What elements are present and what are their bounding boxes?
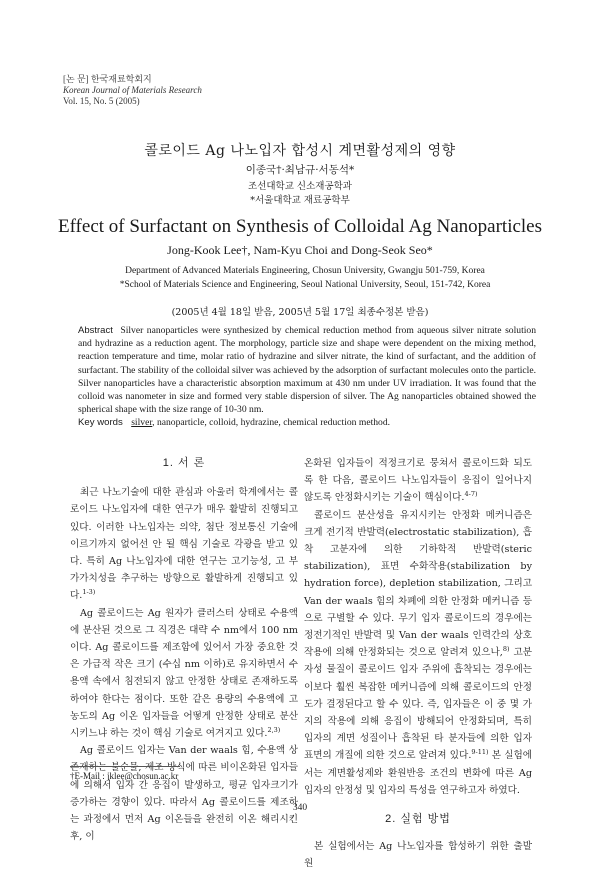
affiliation-en-1: Department of Advanced Materials Engineering, Chosun University, Gwangju 501-759, Korea [125, 266, 485, 276]
section-heading-introduction: 1. 서 론 [162, 457, 206, 469]
paragraph: Ag 콜로이드는 Ag 원자가 클러스터 상태로 수용액에 분산된 것으로 그 직경은 대략 수 nm에서 100 nm이다. Ag 콜로이드를 제조함에 있어서 가장 중요한 것은 가급적 작은 크기 (수십 nm 이하)로 유지하면서 수용액 속에서 침전되지 않고 안정한 상태로 존재하도록 하여야 한다는 점이다. 또한 같은 용량의 수용액에 고농도의 Ag 이온 입자들을 어떻게 안정한 상태로 분산시키느냐 하는 것이 핵심 기술로 여겨지고 있다.$^{2,3)}$ [70, 607, 298, 740]
journal-volume: Vol. 15, No. 5 (2005) [63, 96, 140, 106]
affiliations-english [70, 264, 540, 292]
keywords-label: Key words [78, 417, 123, 428]
footnote-divider [70, 766, 180, 767]
paragraph: 본 실험에서는 Ag 나노입자를 합성하기 위한 출발 원 [304, 841, 532, 870]
reference-superscript: 9-11) [471, 748, 489, 757]
abstract [78, 324, 536, 416]
affiliation-ko-2: *서울대학교 재료공학부 [250, 195, 350, 206]
journal-name: Korean Journal of Materials Research [63, 85, 202, 95]
left-column [70, 455, 298, 845]
title-english: Effect of Surfactant on Synthesis of Colloidal Ag Nanoparticles [57, 216, 543, 237]
paragraph: 최근 나노기술에 대한 관심과 아울러 학계에서는 콜로이드 나노입자에 대한 연구가 매우 활발히 진행되고 있다. 이러한 나노입자는 의약, 첨단 정보통신 기술에 이르기까지 없어선 안 될 핵심 기술로 각광을 받고 있다. 특히 Ag 나노입자에 대한 연구는 고기능성, 고 부가가치성을 추구하는 방향으로 활발하게 진행되고 있다.$^{1-3)}$ [70, 487, 298, 602]
keywords [78, 417, 536, 428]
section-heading-methods: 2. 실험 방법 [385, 813, 451, 826]
paragraph: Ag 콜로이드 입자는 Van der waals 힘, 수용액 상 존재하는 불순물, 제조 방식에 따른 비이온화된 입자들에 의해서 입자 간 응집이 발생하고, 평균 입자크기가 증가하는 경향이 있다. 따라서 Ag 콜로이드를 제조하는 과정에서 먼저 Ag 이온들을 완전히 이온 해리시킨 후, 이 [70, 745, 298, 843]
journal-header [63, 74, 202, 107]
keyword-silver: silver [131, 417, 153, 428]
received-dates: (2005년 4월 18일 받음, 2005년 5월 17일 최종수정본 받음) [171, 307, 429, 318]
reference-superscript: 4-7) [464, 490, 478, 499]
reference-superscript: 8) [502, 645, 510, 654]
title-korean: 콜로이드 Ag 나노입자 합성시 계면활성제의 영향 [144, 143, 456, 159]
keywords-rest: , nanoparticle, colloid, hydrazine, chemical reduction method. [152, 417, 391, 428]
authors-korean: 이종국†·최남규·서동석* [245, 164, 355, 176]
affiliations-korean [0, 180, 600, 208]
journal-section-label: [논 문] 한국재료학회지 [63, 74, 152, 84]
paragraph: 콜로이드 분산성을 유지시키는 안정화 메커니즘은 크게 전기적 반발력(electrostatic stabilization), 흡착 고분자에 의한 기하학적 반발력(steric stabilization), 표면 수화작용(stabilization by hydration force), depletion stabilization, 그리고 Van der waals 힘의 차폐에 의한 안정화 메커니즘 등으로 구별할 수 있다. 무기 입자 콜로이드의 경우에는 정전기적인 반발력 및 Van der waals 인력간의 상호작용에 의해 안정화되는 것으로 알려져 있으나,$^{8)}$ 고분자성 물질이 콜로이드 입자 주위에 흡착되는 경우에는 이보다 훨씬 복잡한 메커니즘에 의해 콜로이드의 안정도가 결정된다고 할 수 있다. 즉, 입자들은 이 중 몇 가지의 작용에 의해 응집이 방해되어 안정화되며, 특히 입자의 계면 성질이나 흡착된 타 분자들에 의한 입자 표면의 개질에 의한 것으로 알려져 있다.$^{9-11)}$ 본 실험에서는 계면활성제와 환원반응 조건의 변화에 따른 Ag 입자의 안정성 및 입자의 특성을 연구하고자 하였다. [304, 509, 533, 796]
page-number: 340 [292, 803, 308, 813]
authors-english: Jong-Kook Lee†, Nam-Kyu Choi and Dong-Seok Seo* [167, 243, 433, 257]
footnote-email: †E-Mail : jklee@chosun.ac.kr [70, 771, 179, 781]
affiliation-ko-1: 조선대학교 신소재공학과 [248, 181, 352, 192]
abstract-text: Silver nanoparticles were synthesized by chemical reduction method from aqueous silver nitrate solution and hydrazine as a reduction agent. The morphology, particle size and shape were dependent on the mixing method, reaction temperature and time, molar ratio of hydrazine and silver nitrate, the kind of surfactant, and the addition of surfactant. The stability of the colloidal silver was achieved by the adsorption of surfactant molecules onto the particle. Silver nanoparticles have a characteristic absorption maximum at 430 nm under UV irradiation. It was found that the colloid was nanometer in size and formed very stable dispersion of silver. The Ag nanoparticles obtained showed the spherical shape with the size range of 10-30 nm. [78, 325, 536, 416]
abstract-label: Abstract [78, 325, 113, 336]
reference-superscript: 2,3) [267, 725, 281, 734]
reference-superscript: 1-3) [82, 588, 96, 597]
affiliation-en-2: *School of Materials Science and Engineering, Seoul National University, Seoul, 151-742, Korea [119, 280, 491, 290]
paragraph: 온화된 입자들이 적정크기로 뭉쳐서 콜로이드화 되도록 한 다음, 콜로이드 나노입자들이 응집이 일어나지 않도록 안정화시키는 기술이 핵심이다.$^{4-7)}$ [304, 458, 532, 504]
